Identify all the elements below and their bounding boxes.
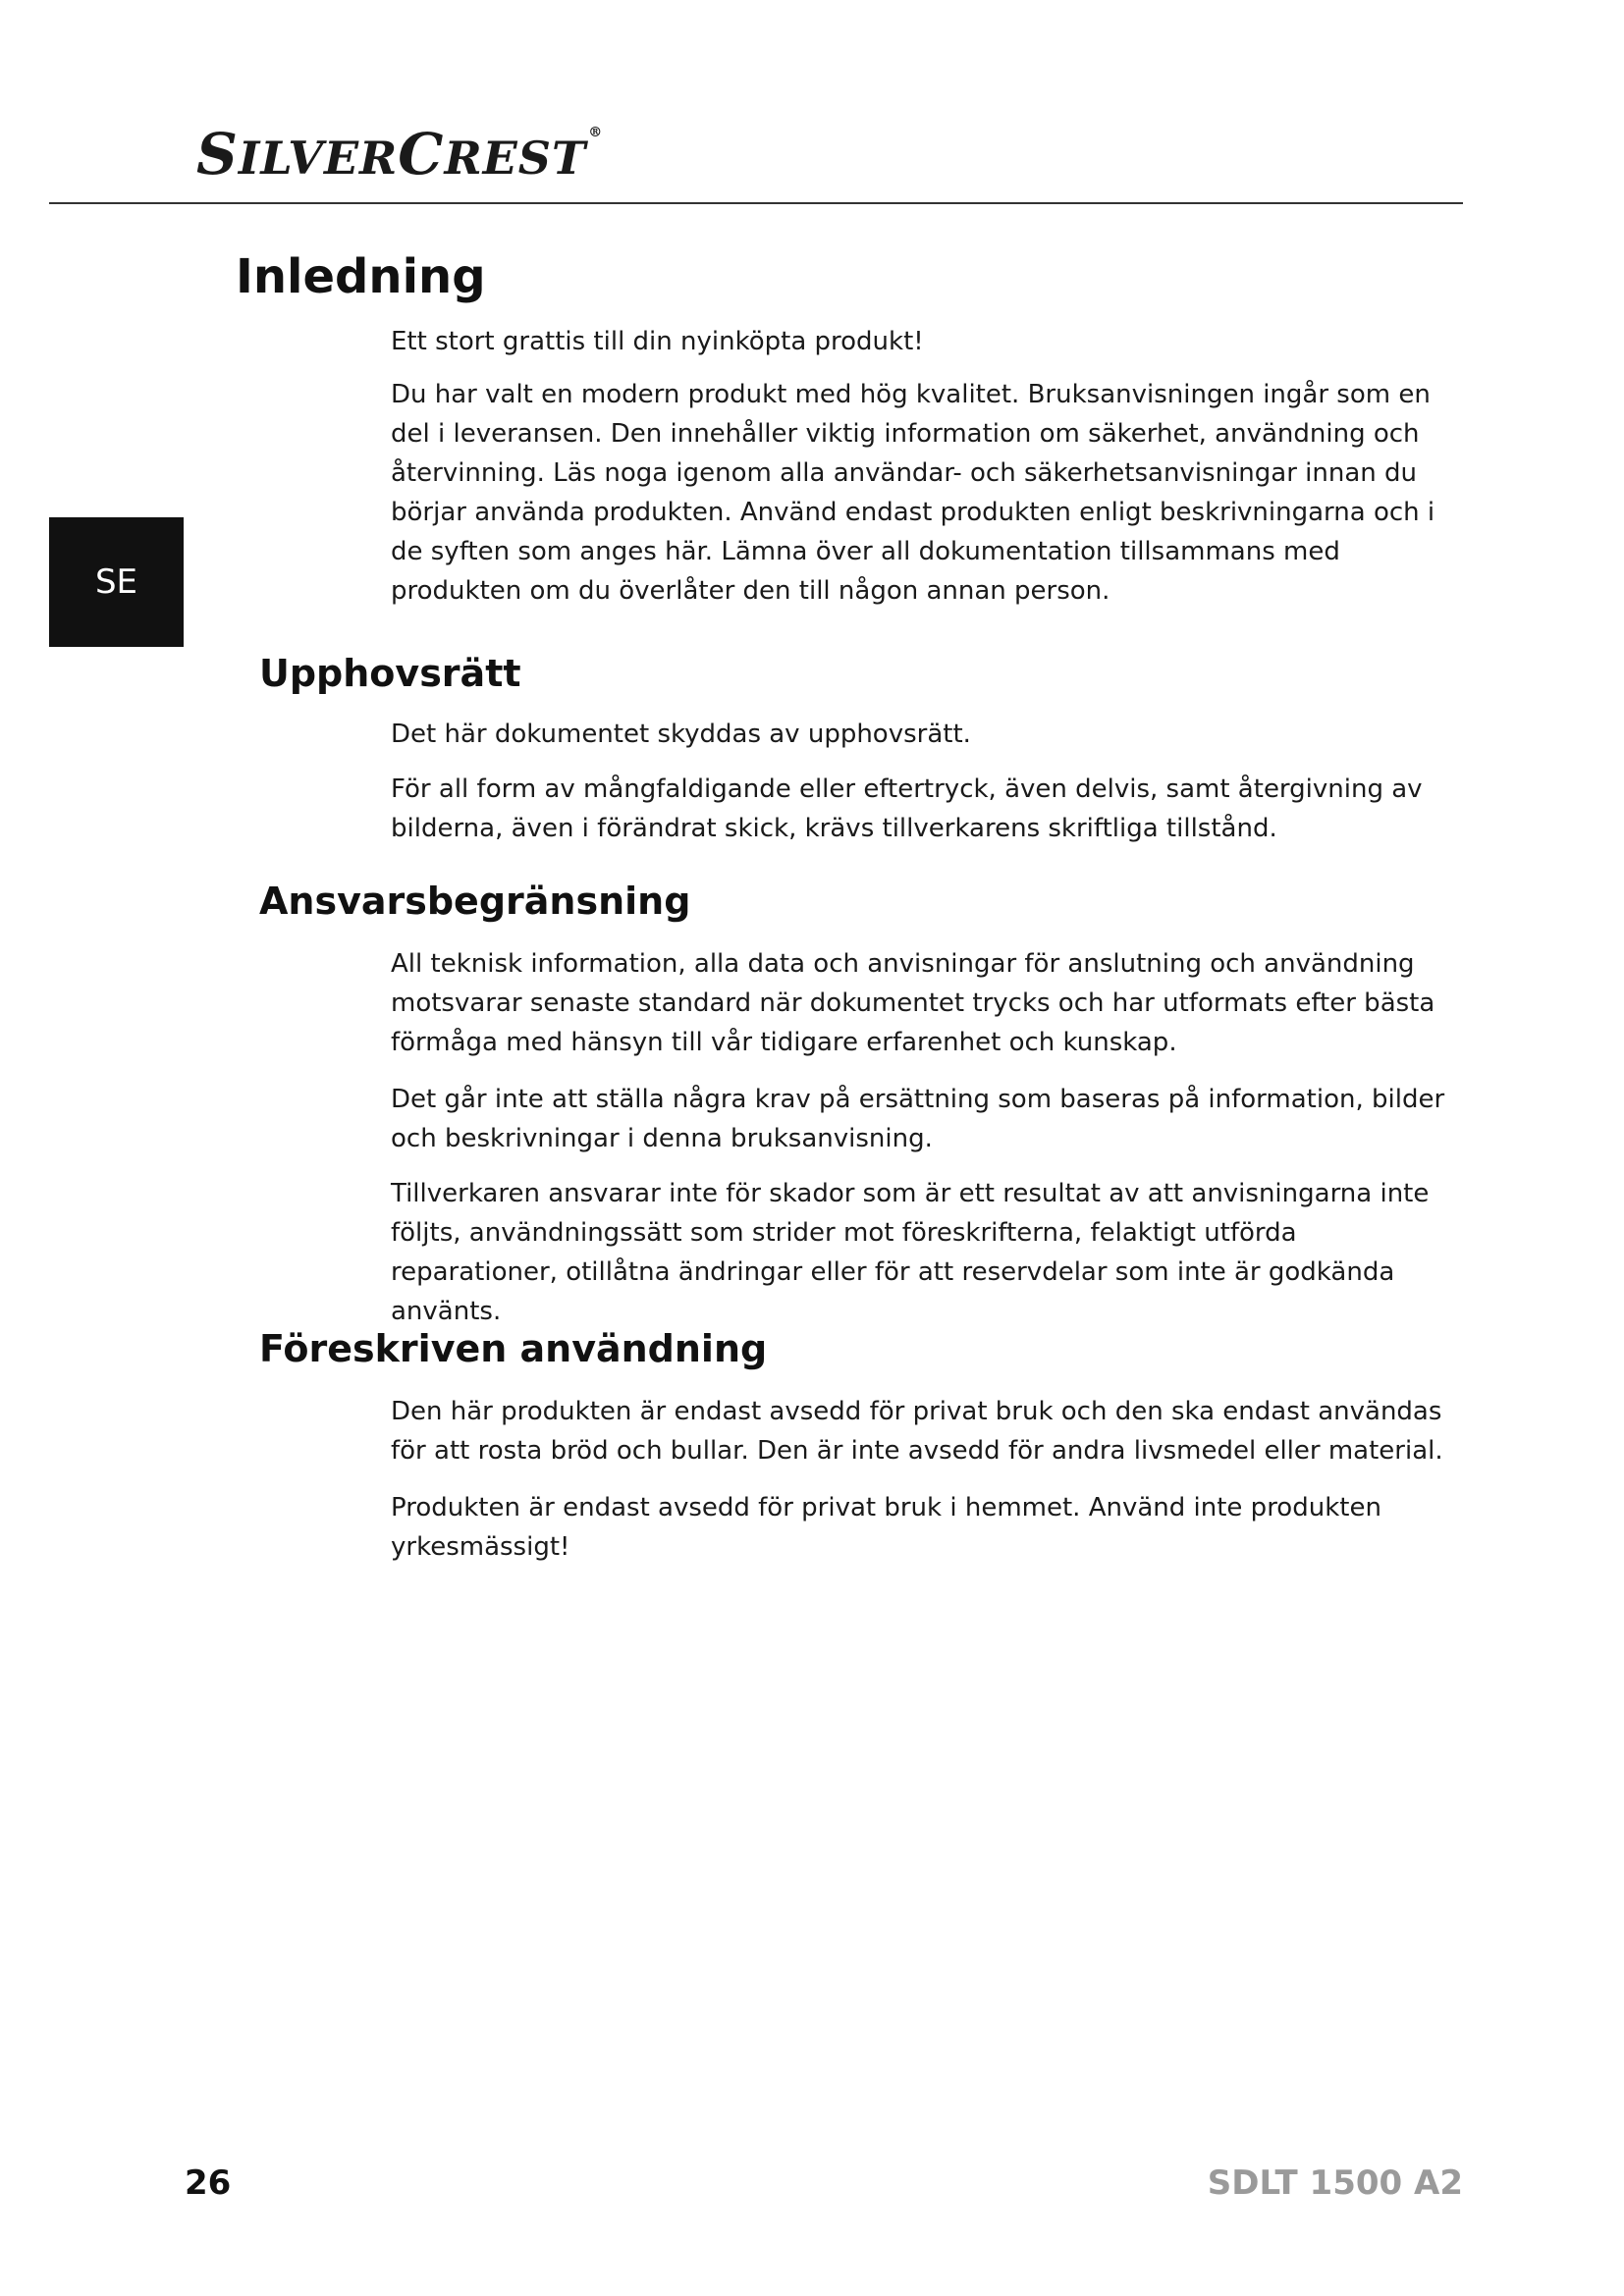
section-heading-upphovsratt: Upphovsrätt (259, 652, 521, 695)
brand-initial-c: C (398, 121, 445, 187)
paragraph: Det går inte att ställa några krav på ersättning som baseras på information, bilder och beskrivningar i denna bruksanvisning. (391, 1085, 1445, 1153)
header-divider (49, 202, 1463, 204)
section-heading-foreskriven-anvandning: Föreskriven användning (259, 1327, 768, 1370)
page-number: 26 (185, 2163, 232, 2203)
paragraph: All teknisk information, alla data och anvisningar för anslutning och användning motsvarar senaste standard när dokumentet trycks och har utformats efter bästa förmåga med hänsyn till vår tidigare erfarenhet och kunskap. (391, 949, 1435, 1057)
paragraph: För all form av mångfaldigande eller eftertryck, även delvis, samt återgivning av bilderna, även i förändrat skick, krävs tillverkarens skriftliga tillstånd. (391, 774, 1423, 843)
section-heading-inledning: Inledning (236, 249, 486, 304)
model-number: SDLT 1500 A2 (1207, 2163, 1463, 2203)
paragraph: Tillverkaren ansvarar inte för skador som är ett resultat av att anvisningarna inte följts, användningssätt som strider mot föreskrifterna, felaktigt utförda reparationer, otillåtna ändringar eller för att reservdelar som inte är godkända använts. (391, 1179, 1430, 1326)
paragraph: Den här produkten är endast avsedd för privat bruk och den ska endast användas för att rosta bröd och bullar. Den är inte avsedd för andra livsmedel eller material. (391, 1397, 1443, 1466)
paragraph: Det här dokumentet skyddas av upphovsrätt. (391, 720, 971, 749)
registered-mark: ® (588, 125, 604, 140)
paragraph: Du har valt en modern produkt med hög kvalitet. Bruksanvisningen ingår som en del i leveransen. Den innehåller viktig information om säkerhet, användning och återvinning. Läs noga igenom alla användar- och säkerhetsanvisningar innan du börjar använda produkten. Använd endast produkten enligt beskrivningarna och i de syften som anges här. Lämna över all dokumentation tillsammans med produkten om du överlåter den till någon annan person. (391, 380, 1435, 606)
paragraph: Ett stort grattis till din nyinköpta produkt! (391, 327, 924, 356)
paragraph: Produkten är endast avsedd för privat bruk i hemmet. Använd inte produkten yrkesmässigt! (391, 1493, 1381, 1562)
language-tab (49, 517, 184, 647)
language-tab-label: SE (94, 562, 138, 602)
section-heading-ansvarsbegransning: Ansvarsbegränsning (259, 880, 691, 923)
brand-logo (196, 121, 604, 187)
brand-second-rest: REST (444, 132, 587, 185)
brand-first-rest: ILVER (238, 132, 399, 185)
brand-initial-s: S (196, 121, 239, 187)
